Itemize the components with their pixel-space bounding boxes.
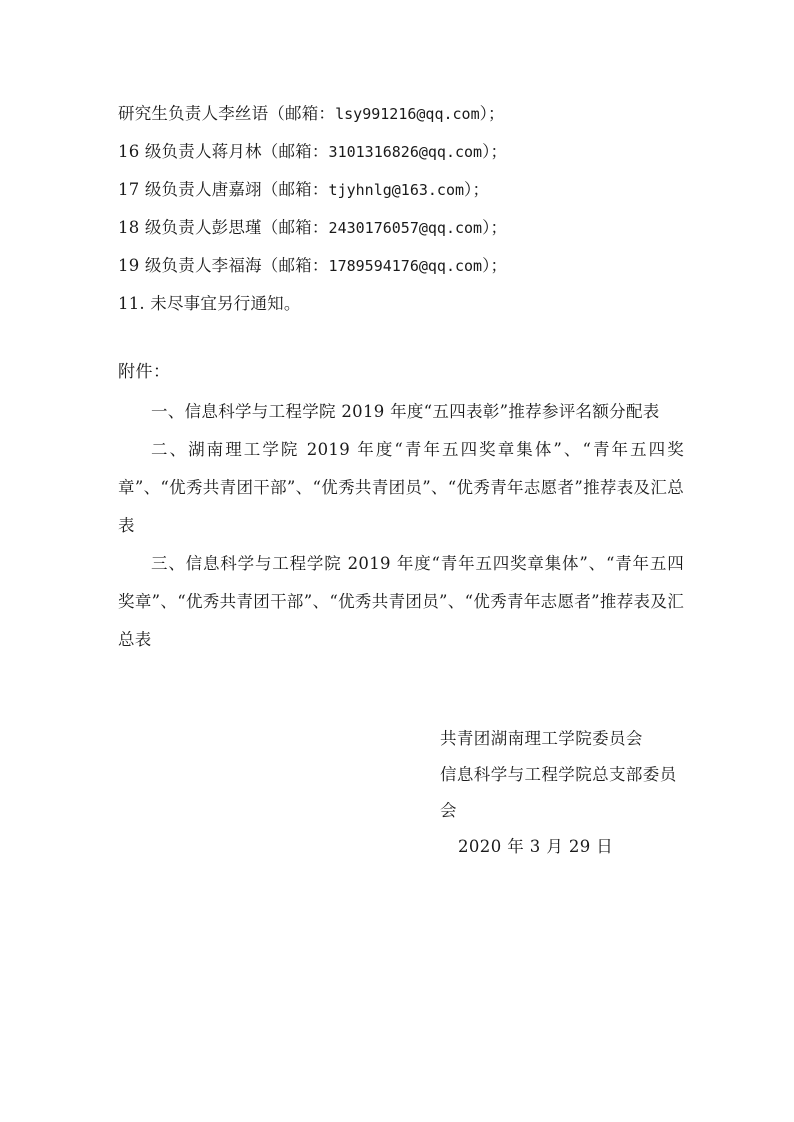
contact-email: 2430176057@qq.com — [328, 219, 483, 237]
signature-org-1: 共青团湖南理工学院委员会 — [440, 729, 643, 748]
contact-email: tjyhnlg@163.com — [328, 181, 465, 199]
spacer — [118, 323, 684, 353]
contact-role: 17 级负责人唐嘉翊（邮箱： — [118, 180, 329, 199]
document-body — [118, 95, 684, 865]
contact-email: 1789594176@qq.com — [328, 257, 483, 275]
contact-line — [118, 209, 684, 247]
contact-tail: ）； — [482, 256, 508, 275]
contact-tail: ）； — [479, 104, 505, 123]
contact-role: 研究生负责人李丝语（邮箱： — [118, 104, 336, 123]
contact-role: 18 级负责人彭思瑾（邮箱： — [118, 218, 329, 237]
contact-tail: ）； — [482, 218, 508, 237]
attachments-title: 附件： — [118, 362, 171, 382]
contact-line — [118, 133, 684, 171]
closing-item: 11. 未尽事宜另行通知。 — [118, 294, 301, 313]
attachment-item: 二、湖南理工学院 2019 年度“青年五四奖章集体”、“青年五四奖章”、“优秀共青团干部”、“优秀共青团员”、“优秀青年志愿者”推荐表及汇总表 — [118, 440, 684, 535]
contact-role: 16 级负责人蒋月林（邮箱： — [118, 142, 329, 161]
contact-tail: ）； — [482, 142, 508, 161]
signature-date: 2020 年 3 月 29 日 — [458, 837, 614, 856]
attachment-item: 三、信息科学与工程学院 2019 年度“青年五四奖章集体”、“青年五四奖章”、“优秀共青团干部”、“优秀共青团员”、“优秀青年志愿者”推荐表及汇总表 — [118, 554, 684, 649]
contact-line — [118, 247, 684, 285]
attachment-item: 一、信息科学与工程学院 2019 年度“五四表彰”推荐参评名额分配表 — [151, 402, 660, 421]
contact-role: 19 级负责人李福海（邮箱： — [118, 256, 329, 275]
signature-org-2: 信息科学与工程学院总支部委员会 — [440, 765, 677, 820]
contact-email: lsy991216@qq.com — [335, 105, 480, 123]
contact-tail: ）； — [464, 180, 490, 199]
signature-block — [118, 721, 684, 865]
contact-line — [118, 95, 684, 133]
contact-line — [118, 171, 684, 209]
contact-email: 3101316826@qq.com — [328, 143, 483, 161]
